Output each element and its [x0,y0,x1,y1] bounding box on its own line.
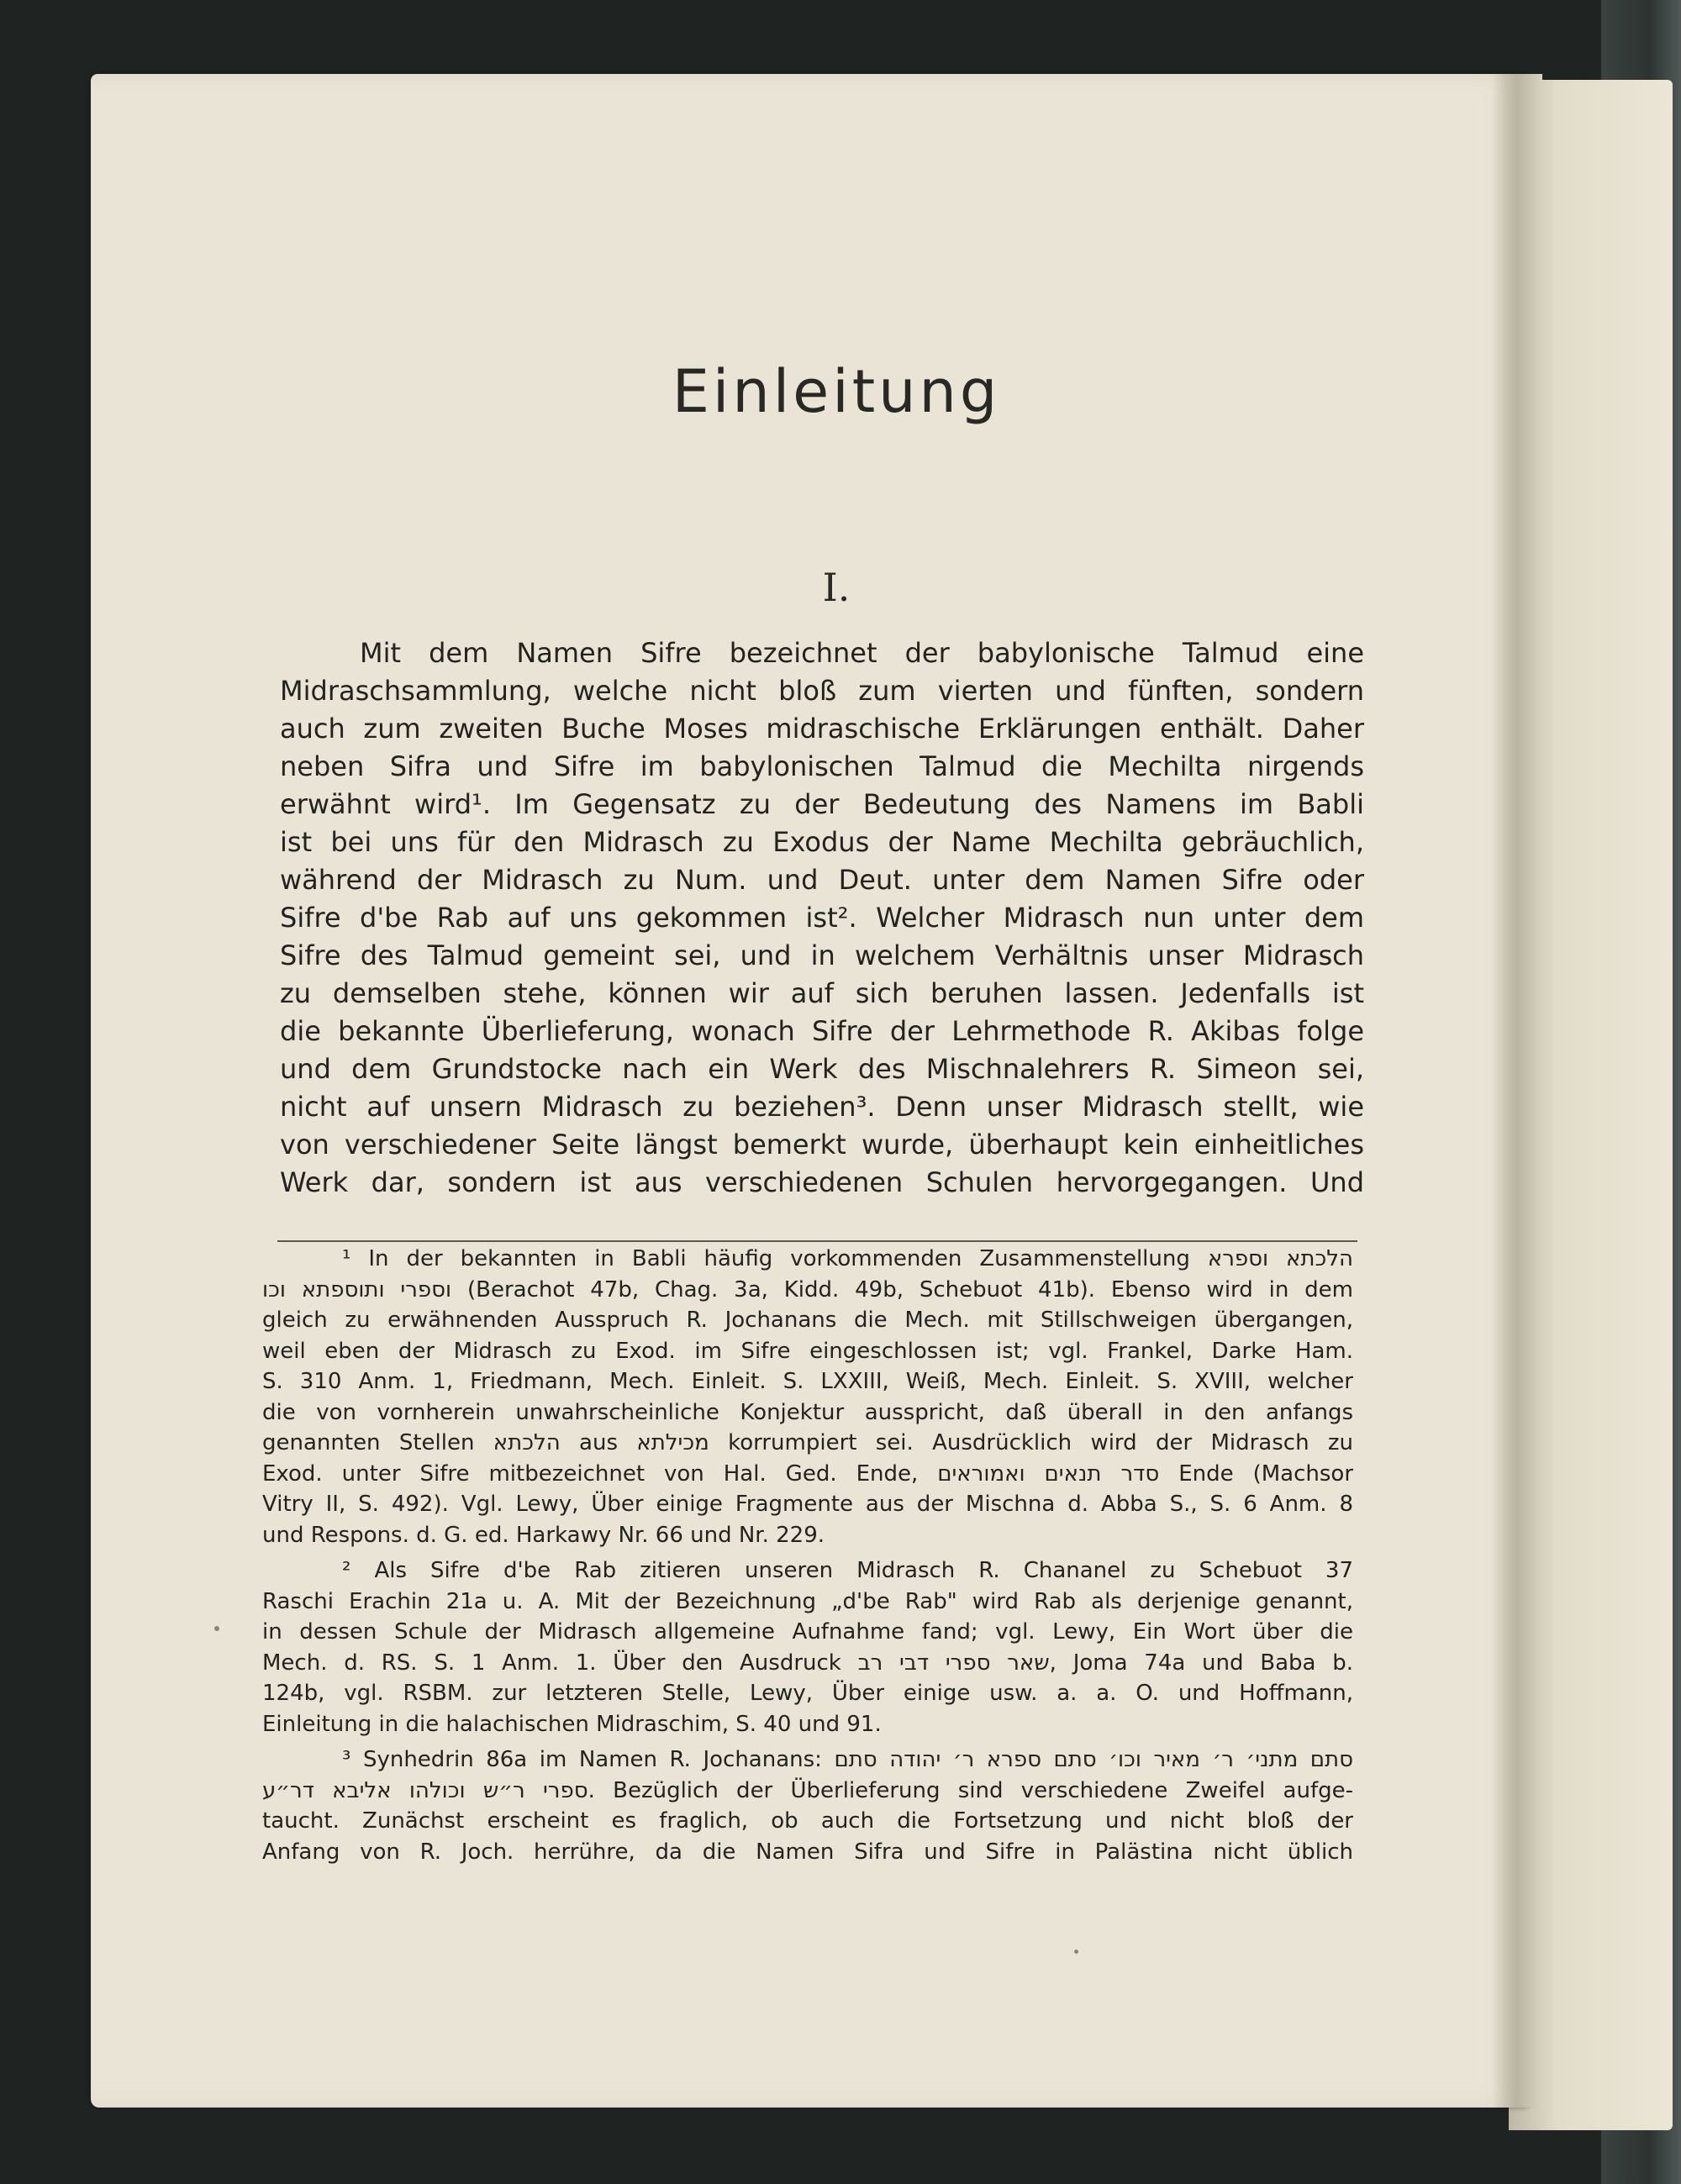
section-number: I. [822,565,851,610]
footnote-3 [262,1745,1353,1867]
paper-speck [1074,1950,1078,1954]
body-line: ist bei uns für den Midrasch zu Exodus der Name Mechilta gebräuchlich, [280,826,1364,858]
paper-speck [214,1626,219,1631]
footnote-line: Anfang von R. Joch. herrühre, da die Namen Sifra und Sifre in Palästina nicht üblich [262,1839,1353,1865]
footnote-line: die von vornherein unwahrscheinliche Konjektur ausspricht, daß überall in den anfangs [262,1399,1353,1425]
footnote-line: Vitry II, S. 492). Vgl. Lewy, Über einige Fragmente aus der Mischna d. Abba S., S. 6 Anm. 8 [262,1492,1353,1517]
body-line: auch zum zweiten Buche Moses midraschische Erklärungen enthält. Daher [280,713,1364,745]
footnote-2 [262,1555,1353,1739]
footnote-line: Exod. unter Sifre mitbezeichnet von Hal. Ged. Ende, סדר תנאים ואמוראים Ende (Machsor [262,1460,1353,1487]
body-line: Midraschsammlung, welche nicht bloß zum vierten und fünften, sondern [280,675,1364,707]
body-line: und dem Grundstocke nach ein Werk des Mischnalehrers R. Simeon sei, [280,1053,1364,1085]
body-line: zu demselben stehe, können wir auf sich beruhen lassen. Jedenfalls ist [280,977,1364,1009]
body-line: Sifre des Talmud gemeint sei, und in welchem Verhältnis unser Midrasch [280,939,1364,971]
footnote-1 [262,1244,1353,1550]
footnote-line: weil eben der Midrasch zu Exod. im Sifre eingeschlossen ist; vgl. Frankel, Darke Ham. [262,1338,1353,1364]
body-line: die bekannte Überlieferung, wonach Sifre der Lehrmethode R. Akibas folge [280,1015,1364,1047]
footnote-line: S. 310 Anm. 1, Friedmann, Mech. Einleit. S. LXXIII, Weiß, Mech. Einleit. S. XVIII, welcher [262,1369,1353,1394]
footnote-line: ³ Synhedrin 86a im Namen R. Jochanans: סתם מתני׳ ר׳ מאיר וכו׳ סתם ספרא ר׳ יהודה סתם [342,1747,1353,1772]
footnote-line: Einleitung in die halachischen Midraschim, S. 40 und 91. [262,1711,882,1737]
footnote-line: genannten Stellen הלכתא aus מכילתא korrumpiert sei. Ausdrücklich wird der Midrasch zu [262,1430,1353,1455]
footnote-divider [277,1240,1357,1242]
body-line: nicht auf unsern Midrasch zu beziehen³. Denn unser Midrasch stellt, wie [280,1091,1364,1123]
footnote-line: und Respons. d. G. ed. Harkawy Nr. 66 und Nr. 229. [262,1522,825,1548]
footnote-line: Raschi Erachin 21a u. A. Mit der Bezeichnung „d'be Rab" wird Rab als derjenige genannt, [262,1588,1353,1614]
footnote-line: ¹ In der bekannten in Babli häufig vorkommenden Zusammenstellung הלכתא וספרא [342,1246,1353,1271]
body-line: Mit dem Namen Sifre bezeichnet der babylonische Talmud eine [360,637,1364,669]
body-line: Werk dar, sondern ist aus verschiedenen Schulen hervorgegangen. Und [280,1166,1364,1198]
body-line: Sifre d'be Rab auf uns gekommen ist². Welcher Midrasch nun unter dem [280,902,1364,934]
chapter-title: Einleitung [672,357,1001,426]
body-paragraph [280,634,1364,1202]
footnote-line: in dessen Schule der Midrasch allgemeine Aufnahme fand; vgl. Lewy, Ein Wort über die [262,1619,1353,1645]
body-line: neben Sifra und Sifre im babylonischen Talmud die Mechilta nirgends [280,750,1364,782]
footnote-line: Mech. d. RS. S. 1 Anm. 1. Über den Ausdruck שאר ספרי דבי רב, Joma 74a und Baba b. [262,1650,1353,1676]
footnote-line: וספרי ותוספתא וכו (Berachot 47b, Chag. 3a, Kidd. 49b, Schebuot 41b). Ebenso wird in dem [262,1276,1353,1303]
footnote-line: 124b, vgl. RSBM. zur letzteren Stelle, Lewy, Über einige usw. a. a. O. und Hoffmann, [262,1681,1353,1706]
footnote-line: ² Als Sifre d'be Rab zitieren unseren Midrasch R. Chananel zu Schebuot 37 [342,1558,1353,1583]
footnote-line: gleich zu erwähnenden Ausspruch R. Jochanans die Mech. mit Stillschweigen übergangen, [262,1308,1353,1333]
body-line: von verschiedener Seite längst bemerkt wurde, überhaupt kein einheitliches [280,1129,1364,1160]
footnotes [262,1244,1353,1867]
footnote-line: ספרי ר״ש וכולהו אליבא דר״ע. Bezüglich der Überlieferung sind verschiedene Zweifel aufge- [262,1777,1353,1803]
footnote-line: taucht. Zunächst erscheint es fraglich, ob auch die Fortsetzung und nicht bloß der [262,1808,1353,1834]
body-line: während der Midrasch zu Num. und Deut. unter dem Namen Sifre oder [280,864,1364,896]
body-line: erwähnt wird¹. Im Gegensatz zu der Bedeutung des Namens im Babli [280,788,1364,820]
